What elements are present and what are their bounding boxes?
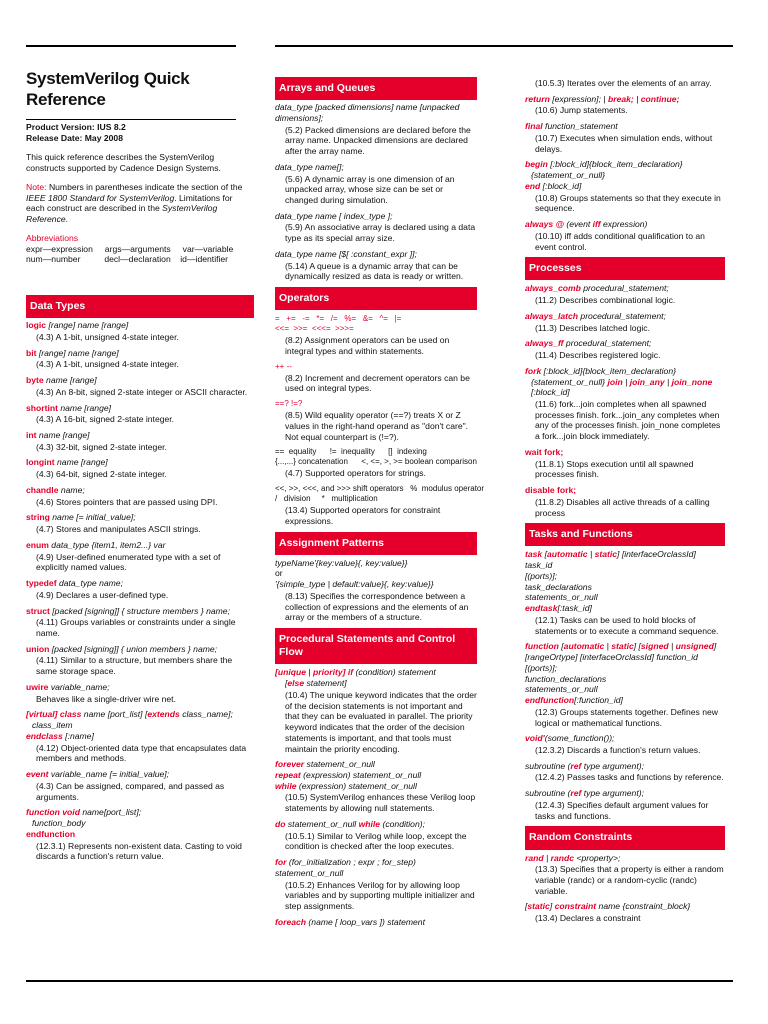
data-type-desc: (4.6) Stores pointers that are passed using DPI. [36,496,218,507]
function-entry: function [automatic | static] [signed | unsigned] [rangeOrtype] [interfaceOrclassId] function_id [(ports)]; function_declarations statements_or_null endfunction[:function_id] (12.3) Groups statements together. Defines new logical or mathematical functions. [525,641,718,728]
data-types-header: Data Types [26,295,254,318]
product-version: Product Version: IUS 8.2 [26,122,126,132]
bottom-rule [26,980,733,982]
data-type-keyword: typedef [26,578,57,589]
incdec-entry: ++ -- (8.2) Increment and decrement operators can be used on integral types. [275,361,470,394]
abbr-row-1: expr—expression args—arguments var—variable [26,243,234,254]
function-void-desc: (12.3.1) Represents non-existent data. Casting to void discards a function's return value. [36,840,242,862]
for-entry: for (for_initialization ; expr ; for_step) statement_or_null (10.5.2) Enhances Verilog for by allowing loop variables and by supporting multiple initializer and step assignments. [275,857,475,912]
tasks-header: Tasks and Functions [525,523,725,546]
wait-fork-entry: wait fork; (11.8.1) Stops execution until all spawned processes finish. [525,446,694,480]
data-type-keyword: int [26,430,37,440]
data-type-desc: (4.9) Declares a user-defined type. [36,589,169,600]
data-type-keyword: string [26,512,50,523]
data-type-entry: int name [range] (4.3) 32-bit, signed 2-state integer. [26,430,254,452]
assignment-patterns-header: Assignment Patterns [275,532,477,555]
data-type-keyword: chandle [26,484,59,495]
rand-entry: rand | randc <property>; (13.3) Specifies that a property is either a random variable (randc) or a random-cyclic (randc) variable. [525,852,724,896]
data-type-entry: shortint name [range] (4.3) A 16-bit, signed 2-state integer. [26,403,254,425]
data-type-keyword: uwire [26,681,49,692]
abbr-title: Abbreviations [26,232,79,243]
data-types-section [26,295,254,867]
foreach-desc-entry: (10.5.3) Iterates over the elements of an array. [535,78,712,88]
data-type-keyword: longint [26,457,55,468]
random-constraints-header: Random Constraints [525,826,725,849]
loop-entry: forever statement_or_null repeat (expression) statement_or_null while (expression) statement_or_null (10.5) SystemVerilog enhances these Verilog loop statements by allowing null statements. [275,759,476,814]
string-ops-entry: == equality != inequality [] indexing {...,...} concatenation <, <=, >, >= boolean comparison (4.7) Supported operators for strings. [275,447,477,479]
data-type-desc: Behaves like a single-driver wire net. [36,693,176,704]
data-type-entry: string name [= initial_value]; (4.7) Stores and manipulates ASCII strings. [26,512,254,534]
data-type-desc: (4.3) A 1-bit, unsigned 4-state integer. [36,331,179,342]
constraint-entry: [static] constraint name {constraint_block} (13.4) Declares a constraint [525,901,691,924]
begin-end-entry: begin [:block_id]{block_item_declaration} {statement_or_null} end [:block_id] (10.8) Groups statements so that they execute in sequence. [525,159,721,214]
task-entry: task [automatic | static] [interfaceOrclassId] task_id [(ports)]; task_declarations statements_or_null endtask[:task_id] (12.1) Tasks can be used to hold blocks of statements or to execute a command sequence. [525,549,719,636]
always-iff-entry: always @ (event iff expression) (10.10) iff adds conditional qualification to an event control. [525,219,705,252]
data-type-keyword: shortint [26,402,58,413]
array-entry: data_type [packed dimensions] name [unpacked dimensions]; (5.2) Packed dimensions are declared before the array name. Unpacked dimensions are declared after the array name. [275,102,471,157]
event-entry: event variable_name [= initial_value]; (4.3) Can be assigned, compared, and passed as arguments. [26,769,254,802]
wild-eq-entry: ==? !=? (8.5) Wild equality operator (==?) treats X or Z values in the right-hand operand as "don't care". Not equal counterpart is (!=?). [275,399,469,442]
data-type-desc: (4.3) An 8-bit, signed 2-state integer or ASCII character. [36,386,248,397]
page-title: SystemVerilog Quick Reference [26,69,190,110]
data-type-desc: (4.9) User-defined enumerated type with a set of explicitly named values. [36,551,221,573]
data-type-entry: logic [range] name [range] (4.3) A 1-bit, unsigned 4-state integer. [26,320,254,342]
do-while-entry: do statement_or_null while (condition); (10.5.1) Similar to Verilog while loop, except the condition is checked after the loop executes. [275,818,467,852]
data-type-entry: longint name [range] (4.3) 64-bit, signed 2-state integer. [26,457,254,479]
data-type-desc: (4.3) A 16-bit, signed 2-state integer. [36,414,175,425]
constraint-ops-entry: <<, >>, <<<, and >>> shift operators % modulus operator / division * multiplication (13.4) Supported operators for constraint expressions. [275,484,485,526]
class-desc: (4.12) Object-oriented data type that encapsulates data members and methods. [36,742,247,764]
operators-header: Operators [275,287,477,310]
array-entry: data_type name[]; (5.6) A dynamic array is one dimension of an unpacked array, whose size can be set or changed during simulation. [275,161,455,205]
assign-ops-entry: = += -= *= /= %= &= ^= |= <<= >>= <<<= >>>= (8.2) Assignment operators can be used on integral types and within statements. [275,314,450,356]
return-entry: return [expression]; | break; | continue; (10.6) Jump statements. [525,93,680,116]
data-type-keyword: bit [26,347,37,358]
top-rule-right [275,45,733,47]
disable-fork-entry: disable fork; (11.8.2) Disables all active threads of a calling process [525,485,710,518]
array-entry: data_type name [ index_type ]; (5.9) An associative array is declared using a data type as its special array size. [275,210,476,244]
data-type-desc: (4.3) 32-bit, signed 2-state integer. [36,441,167,452]
data-type-entry: typedef data_type name; (4.9) Declares a user-defined type. [26,578,254,600]
fork-entry: fork [:block_id]{block_item_declaration} {statement_or_null} join | join_any | join_none [:block_id] (11.6) fork...join completes when all spawned processes finish. fork...join_any completes when any of the processes finish. join_none completes a fork...join block immediately. [525,365,721,442]
data-type-entry: union [packed [signing]] { union members } name; (4.11) Similar to a structure, but members share the same storage space. [26,644,254,677]
data-type-entry: struct [packed [signing]] { structure members } name; (4.11) Groups variables or constraints under a single name. [26,606,254,639]
data-type-keyword: struct [26,605,50,616]
data-type-entry: enum data_type {item1, item2...} var (4.9) User-defined enumerated type with a set of explicitly named values. [26,540,254,573]
data-type-desc: (4.3) A 1-bit, unsigned 4-state integer. [36,359,179,370]
intro-blurb: This quick reference describes the SystemVerilog constructs supported by Cadence Design Systems. [26,152,221,174]
data-type-desc: (4.11) Groups variables or constraints under a single name. [36,617,236,639]
data-type-entry: byte name [range] (4.3) An 8-bit, signed 2-state integer or ASCII character. [26,375,254,397]
data-types-list [26,320,254,704]
data-type-keyword: union [26,643,50,654]
data-type-desc: (4.3) 64-bit, signed 2-state integer. [36,469,167,480]
ref-arg-entry: subroutine (ref type argument); (12.4.2) Passes tasks and functions by reference. [525,760,724,783]
class-syntax: class name [port_list] [extends class_name]; [59,709,233,720]
function-void-entry: function void name[port_list]; function_body endfunction (12.3.1) Represents non-existent data. Casting to void discards a function's return value. [26,807,254,862]
abbr-row-2: num—number decl—declaration id—identifier [26,254,229,265]
foreach-entry: foreach (name [ loop_vars ]) statement [275,916,425,927]
data-type-entry: chandle name; (4.6) Stores pointers that are passed using DPI. [26,485,254,507]
array-entry: data_type name [$[ :constant_expr ]]; (5.14) A queue is a dynamic array that can be dynamically resized as data is ready or written. [275,248,464,282]
data-type-keyword: byte [26,375,44,386]
data-type-entry: bit [range] name [range] (4.3) A 1-bit, unsigned 4-state integer. [26,348,254,370]
intro-note: Note: Numbers in parentheses indicate the section of the IEEE 1800 Standard for SystemVerilog. Limitations for each construct are described in the SystemVerilog Reference. [26,181,243,225]
class-entry: [virtual] class name [port_list] [extends class_name]; class_item endclass [:name] (4.12) Object-oriented data type that encapsulates data members and methods. [26,709,254,764]
release-date: Release Date: May 2008 [26,132,123,143]
unique-if-entry: [unique | priority] if (condition) statement [else statement] (10.4) The unique keyword indicates that the order of the decision statements is not important and that they can be evaluated in parallel. The priority keyword indicates that the order of the decision statements is important, and that tools must maintain the priority encoding. [275,667,477,754]
final-entry: final function_statement (10.7) Executes when simulation ends, without delays. [525,121,713,154]
top-rule-left [26,45,236,47]
assignment-entry: typeName'{key:value}{, key:value}} or '{simple_type | default:value}{, key:value}} (8.13) Specifies the correspondence between a collection of expressions and the elements of an array or the members of a structure. [275,557,469,623]
always-ff-entry: always_ff procedural_statement; (11.4) Describes registered logic. [525,338,661,361]
default-arg-entry: subroutine (ref type argument); (12.4.3) Specifies default argument values for tasks and functions. [525,788,709,821]
procedural-header: Procedural Statements and Control Flow [275,628,477,664]
title-rule [26,119,236,120]
data-type-desc: (4.7) Stores and manipulates ASCII strings. [36,524,201,535]
data-type-keyword: enum [26,539,49,550]
data-type-entry: uwire variable_name; Behaves like a single-driver wire net. [26,682,254,704]
data-type-keyword: logic [26,320,47,331]
arrays-list [275,102,477,282]
processes-header: Processes [525,257,725,280]
event-desc: (4.3) Can be assigned, compared, and passed as arguments. [36,780,225,802]
data-type-desc: (4.11) Similar to a structure, but members share the same storage space. [36,655,233,677]
always-latch-entry: always_latch procedural_statement; (11.3) Describes latched logic. [525,310,666,333]
void-cast-entry: void'(some_function()); (12.3.2) Discards a function's return values. [525,733,701,755]
note-label: Note: [26,181,47,192]
always-comb-entry: always_comb procedural_statement; (11.2) Describes combinational logic. [525,283,676,306]
arrays-header: Arrays and Queues [275,77,477,100]
